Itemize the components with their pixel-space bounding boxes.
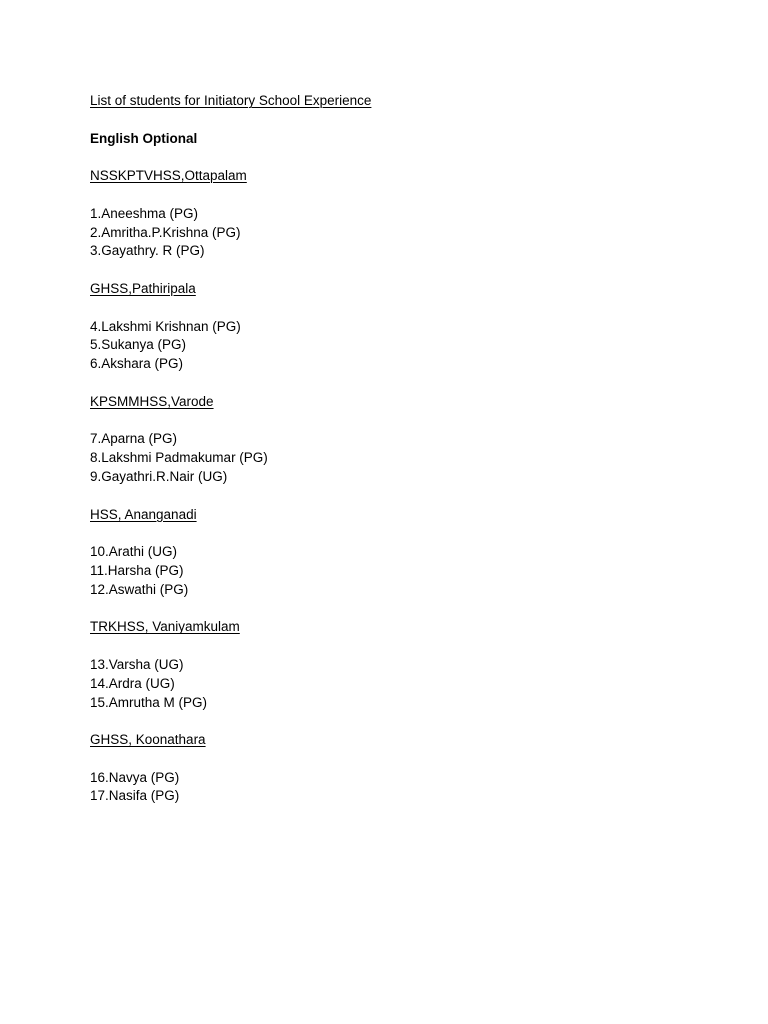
student-item: 6.Akshara (PG) xyxy=(90,356,184,372)
school-heading: KPSMMHSS,Varode xyxy=(90,393,214,409)
spacer xyxy=(90,750,710,769)
school-heading: HSS, Ananganadi xyxy=(90,506,197,522)
student-item: 5.Sukanya (PG) xyxy=(90,337,187,353)
spacer xyxy=(90,412,710,431)
school-heading: TRKHSS, Vaniyamkulam xyxy=(90,619,240,635)
spacer xyxy=(90,637,710,656)
student-item: 8.Lakshmi Padmakumar (PG) xyxy=(90,450,268,466)
student-item: 12.Aswathi (PG) xyxy=(90,581,189,597)
student-item: 14.Ardra (UG) xyxy=(90,675,175,691)
student-item: 7.Aparna (PG) xyxy=(90,431,178,447)
spacer xyxy=(90,111,710,130)
subject-heading: English Optional xyxy=(90,130,198,146)
spacer xyxy=(90,299,710,318)
spacer xyxy=(90,524,710,543)
student-item: 9.Gayathri.R.Nair (UG) xyxy=(90,468,228,484)
student-item: 4.Lakshmi Krishnan (PG) xyxy=(90,318,241,334)
spacer xyxy=(90,712,710,731)
spacer xyxy=(90,261,710,280)
school-heading: GHSS,Pathiripala xyxy=(90,280,196,296)
school-heading: GHSS, Koonathara xyxy=(90,732,206,748)
spacer xyxy=(90,600,710,619)
student-item: 16.Navya (PG) xyxy=(90,769,180,785)
document-title: List of students for Initiatory School Experience xyxy=(90,93,372,108)
student-item: 15.Amrutha M (PG) xyxy=(90,694,208,710)
student-item: 17.Nasifa (PG) xyxy=(90,788,180,804)
spacer xyxy=(90,148,710,167)
spacer xyxy=(90,487,710,506)
student-item: 1.Aneeshma (PG) xyxy=(90,205,199,221)
document-page xyxy=(90,92,710,806)
student-item: 2.Amritha.P.Krishna (PG) xyxy=(90,224,241,240)
student-item: 11.Harsha (PG) xyxy=(90,562,184,578)
spacer xyxy=(90,186,710,205)
school-heading: NSSKPTVHSS,Ottapalam xyxy=(90,168,247,184)
student-item: 10.Arathi (UG) xyxy=(90,544,178,560)
student-item: 3.Gayathry. R (PG) xyxy=(90,243,205,259)
spacer xyxy=(90,374,710,393)
student-item: 13.Varsha (UG) xyxy=(90,656,184,672)
